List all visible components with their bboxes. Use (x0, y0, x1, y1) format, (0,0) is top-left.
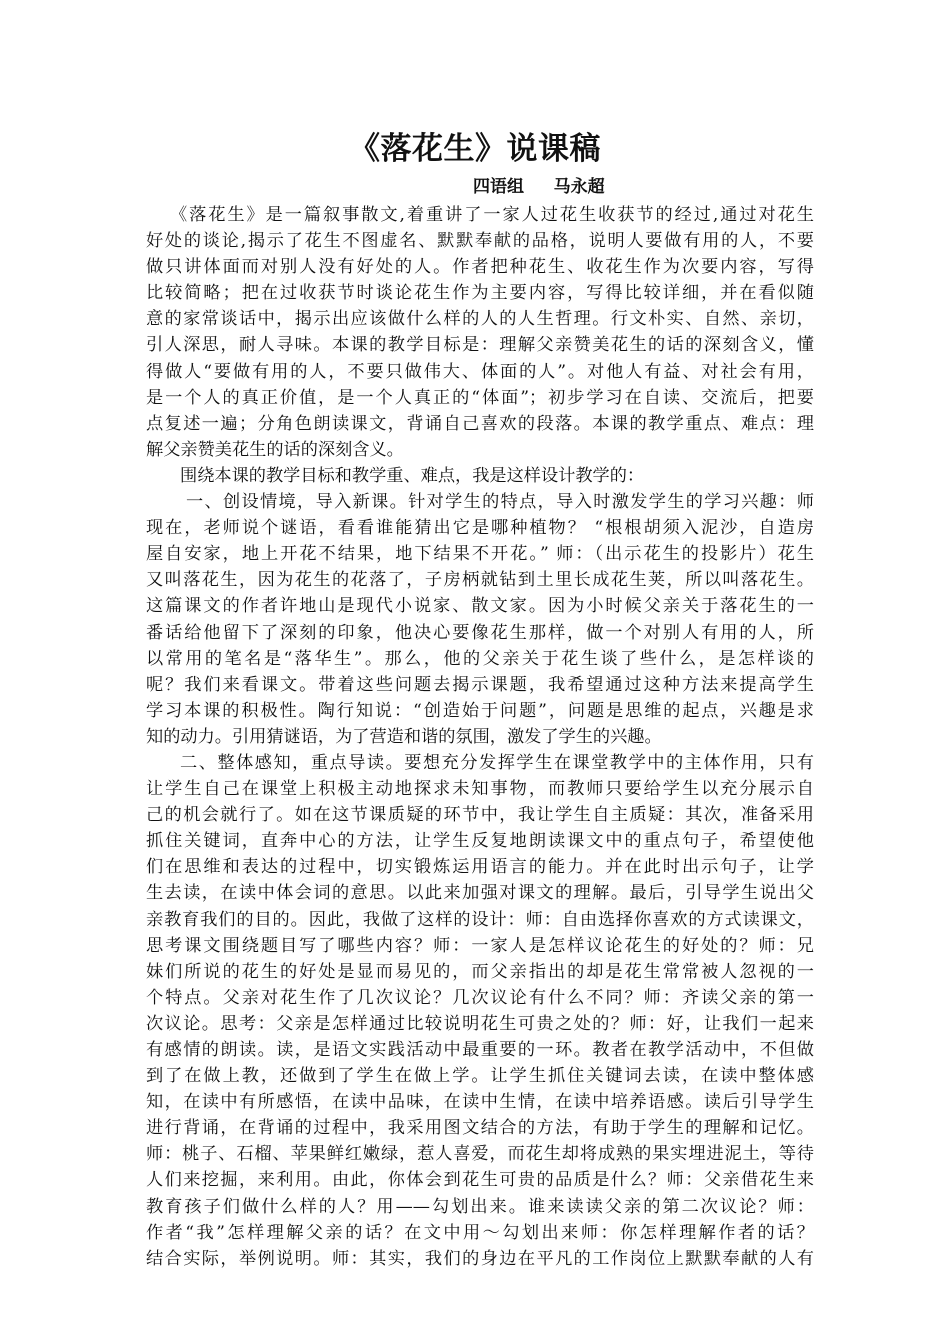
text-line: 师：桃子、石榴、苹果鲜红嫩绿，惹人喜爱，而花生却将成熟的果实埋进泥土，等待 (146, 1144, 814, 1165)
text-line: 屋自安家，地上开花不结果，地下结果不开花。” 师：（出示花生的投影片）花生 (146, 544, 814, 565)
text-line: 人们来挖掘，来利用。由此，你体会到花生可贵的品质是什么？师：父亲借花生来 (146, 1170, 814, 1191)
document-body (146, 202, 814, 1272)
text-line: 让学生自己在课堂上积极主动地探求未知事物，而教师只要给学生以充分展示自 (146, 779, 814, 800)
text-line: 们在思维和表达的过程中，切实锻炼运用语言的能力。并在此时出示句子，让学 (146, 857, 814, 878)
text-line: 点复述一遍；分角色朗读课文，背诵自己喜欢的段落。本课的教学重点、难点：理 (146, 413, 814, 434)
text-line: 知，在读中有所感悟，在读中品味，在读中生情，在读中培养语感。读后引导学生 (146, 1092, 814, 1113)
text-line: 学习本课的积极性。陶行知说：“创造始于问题”，问题是思维的起点，兴趣是求 (146, 700, 814, 721)
text-line: 亲教育我们的目的。因此，我做了这样的设计：师：自由选择你喜欢的方式读课文， (146, 909, 814, 930)
text-line: 解父亲赞美花生的话的深刻含义。 (146, 439, 404, 460)
text-line: 生去读，在读中体会词的意思。以此来加强对课文的理解。最后，引导学生说出父 (146, 883, 814, 904)
text-line: 现在，老师说个谜语，看看谁能猜出它是哪种植物？ “根根胡须入泥沙，自造房 (146, 518, 814, 539)
text-line: 引人深思，耐人寻味。本课的教学目标是：理解父亲赞美花生的话的深刻含义，懂 (146, 335, 814, 356)
text-line: 思考课文围绕题目写了哪些内容？师：一家人是怎样议论花生的好处的？师：兄 (146, 935, 814, 956)
text-line: 好处的谈论,揭示了花生不图虚名、默默奉献的品格，说明人要做有用的人，不要 (146, 231, 814, 252)
text-line: 到了在做上教，还做到了学生在做上学。让学生抓住关键词去读，在读中整体感 (146, 1066, 814, 1087)
text-line: 意的家常谈话中，揭示出应该做什么样的人的人生哲理。行文朴实、自然、亲切， (146, 309, 814, 330)
text-line: 《落花生》是一篇叙事散文,着重讲了一家人过花生收获节的经过,通过对花生 (170, 205, 814, 225)
text-line: 围绕本课的教学目标和教学重、难点，我是这样设计教学的： (180, 465, 645, 486)
text-line: 进行背诵，在背诵的过程中，我采用图文结合的方法，有助于学生的理解和记忆。 (146, 1118, 814, 1139)
text-line: 己的机会就行了。如在这节课质疑的环节中，我让学生自主质疑：其次，准备采用 (146, 805, 814, 826)
text-line: 结合实际，举例说明。师：其实，我们的身边在平凡的工作岗位上默默奉献的人有 (146, 1248, 814, 1269)
text-line: 比较简略；把在过收获节时谈论花生作为主要内容，写得比较详细，并在看似随 (146, 283, 814, 304)
text-line: 番话给他留下了深刻的印象，他决心要像花生那样，做一个对别人有用的人，所 (146, 622, 814, 643)
text-line: 抓住关键词，直奔中心的方法，让学生反复地朗读课文中的重点句子，希望使他 (146, 831, 814, 852)
text-line: 一、创设情境，导入新课。针对学生的特点，导入时激发学生的学习兴趣：师 (186, 492, 814, 513)
author-byline: 四语组 马永超 (473, 177, 605, 197)
text-line: 得做人“要做有用的人，不要只做伟大、体面的人”。对他人有益、对社会有用， (146, 361, 814, 382)
text-line: 这篇课文的作者许地山是现代小说家、散文家。因为小时候父亲关于落花生的一 (146, 596, 814, 617)
text-line: 是一个人的真正价值，是一个人真正的“体面”；初步学习在自读、交流后，把要 (146, 387, 814, 408)
document-title: 《落花生》说课稿 (349, 131, 601, 167)
text-line: 呢？我们来看课文。带着这些问题去揭示课题，我希望通过这种方法来提高学生 (146, 674, 814, 695)
text-line: 作者“我”怎样理解父亲的话？在文中用～勾划出来师：你怎样理解作者的话？ (146, 1222, 814, 1243)
text-line: 知的动力。引用猜谜语，为了营造和谐的氛围，激发了学生的兴趣。 (146, 726, 662, 747)
text-line: 妹们所说的花生的好处是显而易见的，而父亲指出的却是花生常常被人忽视的一 (146, 961, 814, 982)
text-line: 又叫落花生，因为花生的花落了，子房柄就钻到土里长成花生荚，所以叫落花生。 (146, 570, 814, 591)
text-line: 个特点。父亲对花生作了几次议论？几次议论有什么不同？师：齐读父亲的第一 (146, 987, 814, 1008)
text-line: 二、整体感知，重点导读。要想充分发挥学生在课堂教学中的主体作用，只有 (180, 752, 814, 773)
text-line: 做只讲体面而对别人没有好处的人。作者把种花生、收花生作为次要内容，写得 (146, 257, 814, 278)
text-line: 有感情的朗读。读，是语文实践活动中最重要的一环。教者在教学活动中，不但做 (146, 1040, 814, 1060)
text-line: 以常用的笔名是“落华生”。那么，他的父亲关于花生谈了些什么，是怎样谈的 (146, 648, 814, 669)
text-line: 次议论。思考：父亲是怎样通过比较说明花生可贵之处的？师：好，让我们一起来 (146, 1013, 814, 1034)
text-line: 教育孩子们做什么样的人？用——勾划出来。谁来读读父亲的第二次议论？师： (146, 1196, 814, 1217)
